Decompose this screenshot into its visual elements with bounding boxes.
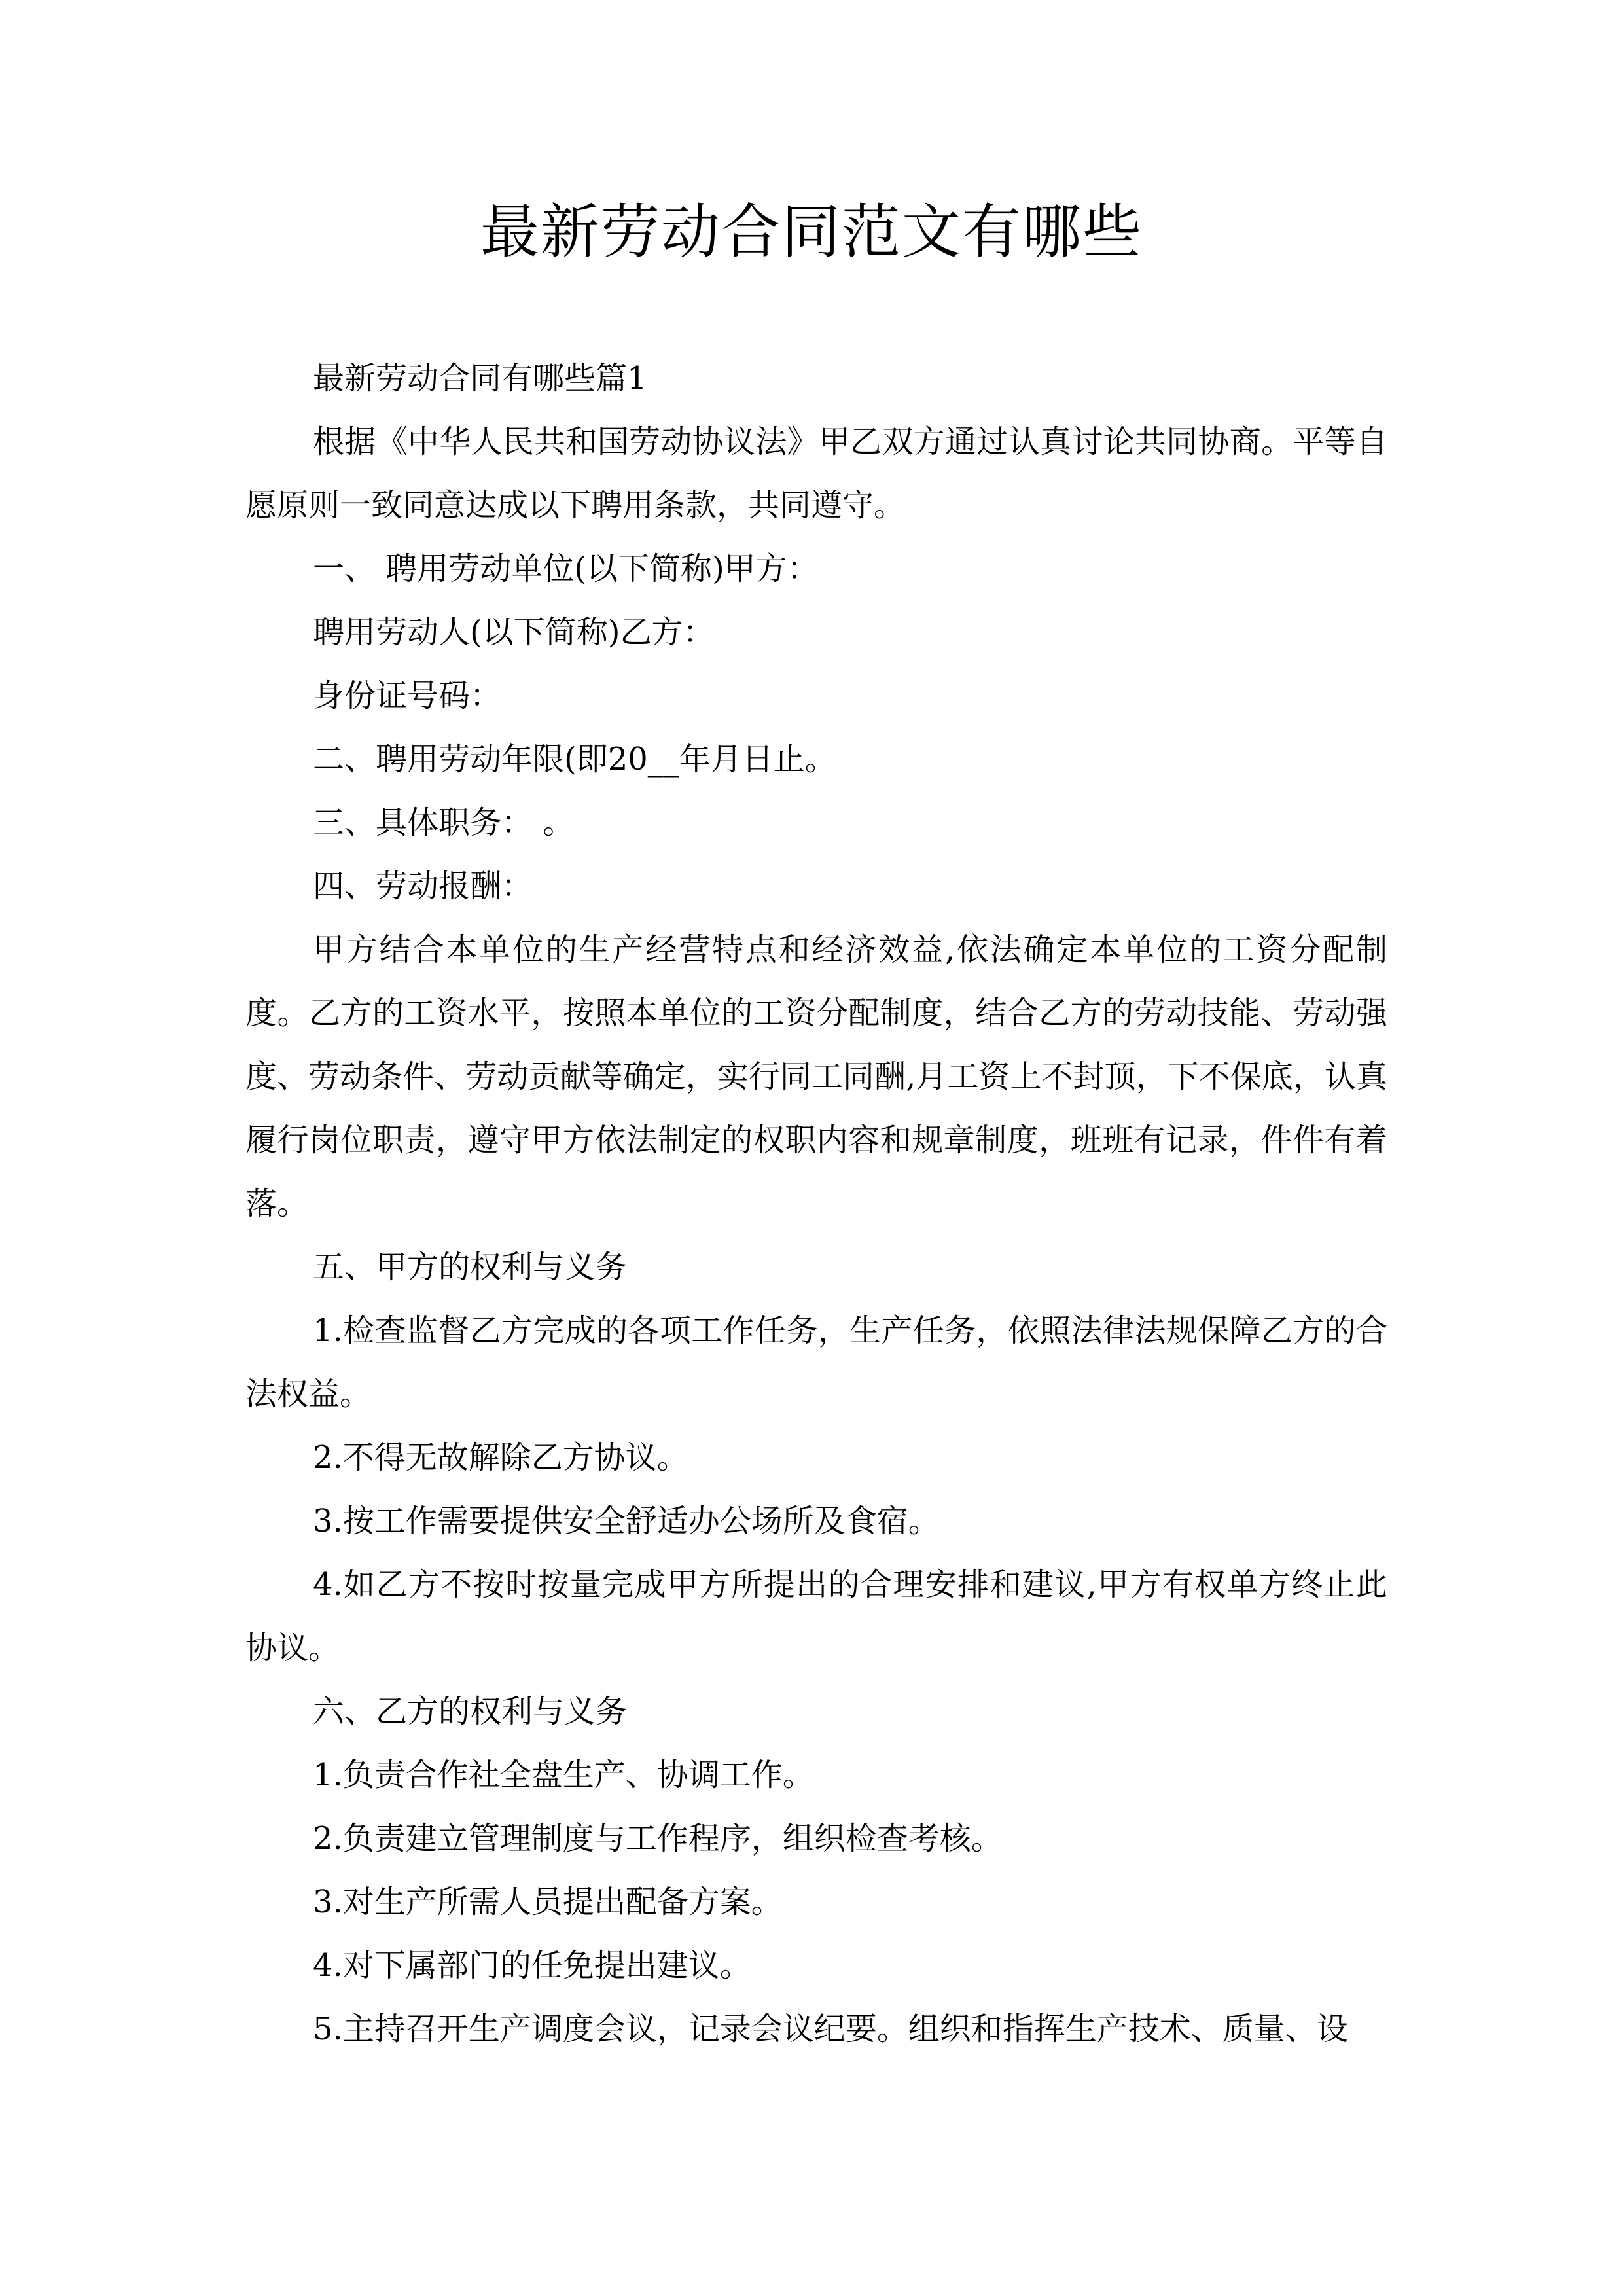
list-item: 1.检查监督乙方完成的各项工作任务，生产任务，依照法律法规保障乙方的合法权益。 [245, 1312, 1387, 1412]
clause-employer: 一、 聘用劳动单位(以下简称)甲方： [313, 550, 819, 587]
list-item: 3.按工作需要提供安全舒适办公场所及食宿。 [313, 1503, 940, 1539]
clause-remuneration: 四、劳动报酬： [313, 868, 533, 905]
clause-employee: 聘用劳动人(以下简称)乙方： [313, 614, 715, 651]
document-title: 最新劳动合同范文有哪些 [480, 198, 1143, 266]
paragraph: 甲方结合本单位的生产经营特点和经济效益,依法确定本单位的工资分配制度。乙方的工资水平，按照本单位的工资分配制度，结合乙方的劳动技能、劳动强度、劳动条件、劳动贡献等确定，实行同工同酬,月工资上不封顶，下不保底，认真履行岗位职责，遵守甲方依法制定的权职内容和规章制度，班班有记录，件件有着落。 [245, 931, 1387, 1222]
section-heading: 五、甲方的权利与义务 [313, 1249, 628, 1285]
clause-position: 三、具体职务： 。 [313, 804, 575, 841]
list-item: 2.负责建立管理制度与工作程序，组织检查考核。 [313, 1820, 1003, 1857]
document-body [245, 347, 1387, 2061]
section-heading: 六、乙方的权利与义务 [313, 1693, 628, 1730]
section-heading: 最新劳动合同有哪些篇1 [313, 360, 647, 397]
clause-term: 二、聘用劳动年限(即20__年月日止。 [313, 741, 836, 778]
list-item: 1.负责合作社全盘生产、协调工作。 [313, 1757, 814, 1793]
clause-id-number: 身份证号码： [313, 677, 502, 714]
list-item: 4.对下属部门的任免提出建议。 [313, 1947, 751, 1984]
list-item: 2.不得无故解除乙方协议。 [313, 1439, 688, 1476]
list-item: 5.主持召开生产调度会议，记录会议纪要。组织和指挥生产技术、质量、设 [313, 2011, 1348, 2047]
list-item: 3.对生产所需人员提出配备方案。 [313, 1884, 783, 1920]
paragraph: 根据《中华人民共和国劳动协议法》甲乙双方通过认真讨论共同协商。平等自愿原则一致同意达成以下聘用条款，共同遵守。 [245, 423, 1387, 524]
list-item: 4.如乙方不按时按量完成甲方所提出的合理安排和建议,甲方有权单方终止此协议。 [245, 1566, 1387, 1666]
